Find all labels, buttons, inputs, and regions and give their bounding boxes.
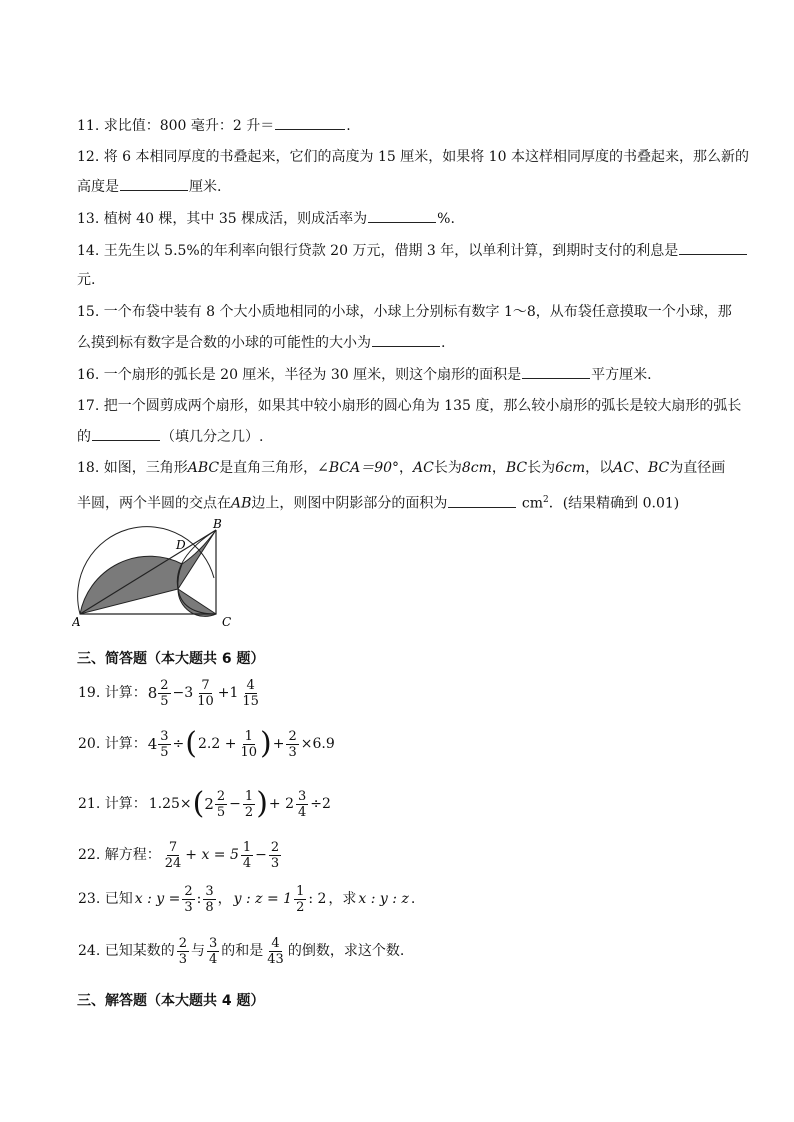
- question-11: 11. 求比值：800 毫升：2 升＝ .: [77, 115, 351, 136]
- question-23: 23. 已知 x : y = $\frac{2}{3}$ : $\frac{3}{8}$ ， y : z = 1 $\frac{1}{2}$ : 2 ，求 x : y : z .: [78, 883, 416, 915]
- section-heading-solution: 三、解答题（本大题共 4 题）: [77, 993, 265, 1009]
- question-16: 16. 一个扇形的弧长是 20 厘米，半径为 30 厘米，则这个扇形的面积是 平方厘米.: [77, 364, 652, 385]
- answer-blank[interactable]: [275, 115, 345, 130]
- answer-blank[interactable]: [522, 364, 590, 379]
- question-17-line1: 17. 把一个圆剪成两个扇形，如果其中较小扇形的圆心角为 135 度，那么较小扇形的弧长是较大扇形的弧长: [77, 398, 742, 414]
- question-24: 24. 已知某数的 $\frac{2}{3}$ 与 $\frac{3}{4}$ 的和是 $\frac{4}{43}$ 的倒数，求这个数.: [78, 935, 405, 967]
- answer-blank[interactable]: [448, 493, 516, 508]
- question-19: 19. 计算：8 $\frac{2}{5}$ −3 $\frac{7}{10}$ +1 $\frac{4}{15}$: [78, 677, 259, 709]
- question-12-line2: 高度是 厘米.: [77, 176, 221, 197]
- triangle-semicircles-figure: [72, 518, 242, 628]
- question-12-line1: 12. 将 6 本相同厚度的书叠起来，它们的高度为 15 厘米，如果将 10 本这样相同厚度的书叠起来，那么新的: [77, 149, 749, 165]
- label-A: A: [72, 615, 81, 628]
- label-D: D: [176, 538, 186, 552]
- answer-blank[interactable]: [368, 208, 436, 223]
- question-20: 20. 计算：4 $\frac{3}{5}$ ÷(2.2 + $\frac{1}{10}$ )+ $\frac{2}{3}$ ×6.9: [78, 726, 335, 761]
- question-18-line2: 半圆，两个半圆的交点在AB边上，则图中阴影部分的面积为 $cm^2$．(结果精确到 0.01): [77, 490, 679, 514]
- question-18-line1: 18. 如图，三角形ABC是直角三角形，∠BCA＝90°，AC长为8cm，BC长为6cm，以AC、BC为直径画: [77, 460, 726, 476]
- answer-blank[interactable]: [92, 426, 160, 441]
- question-13: 13. 植树 40 棵，其中 35 棵成活，则成活率为 %.: [77, 208, 455, 229]
- section-heading-short-answer: 三、简答题（本大题共 6 题）: [77, 651, 265, 667]
- question-15-line2: 么摸到标有数字是合数的小球的可能性的大小为 .: [77, 332, 445, 353]
- answer-blank[interactable]: [120, 176, 188, 191]
- question-22: 22. 解方程： $\frac{7}{24}$ + x = 5 $\frac{1}{4}$ − $\frac{2}{3}$: [78, 839, 280, 871]
- question-14-line1: 14. 王先生以 5.5%的年利率向银行贷款 20 万元，借期 3 年，以单利计算，到期时支付的利息是: [77, 240, 748, 261]
- answer-blank[interactable]: [372, 332, 440, 347]
- label-C: C: [222, 615, 232, 628]
- question-21: 21. 计算： 1.25×(2 $\frac{2}{5}$ − $\frac{1}{2}$ )+ 2 $\frac{3}{4}$ ÷2: [78, 786, 331, 821]
- question-17-line2: 的 （填几分之几）.: [77, 426, 263, 447]
- question-14-line2: 元.: [77, 272, 96, 288]
- shaded-region-left: [80, 556, 182, 614]
- question-15-line1: 15. 一个布袋中装有 8 个大小质地相同的小球，小球上分别标有数字 1～8，从布袋任意摸取一个小球，那: [77, 304, 732, 320]
- answer-blank[interactable]: [679, 240, 747, 255]
- label-B: B: [213, 518, 222, 531]
